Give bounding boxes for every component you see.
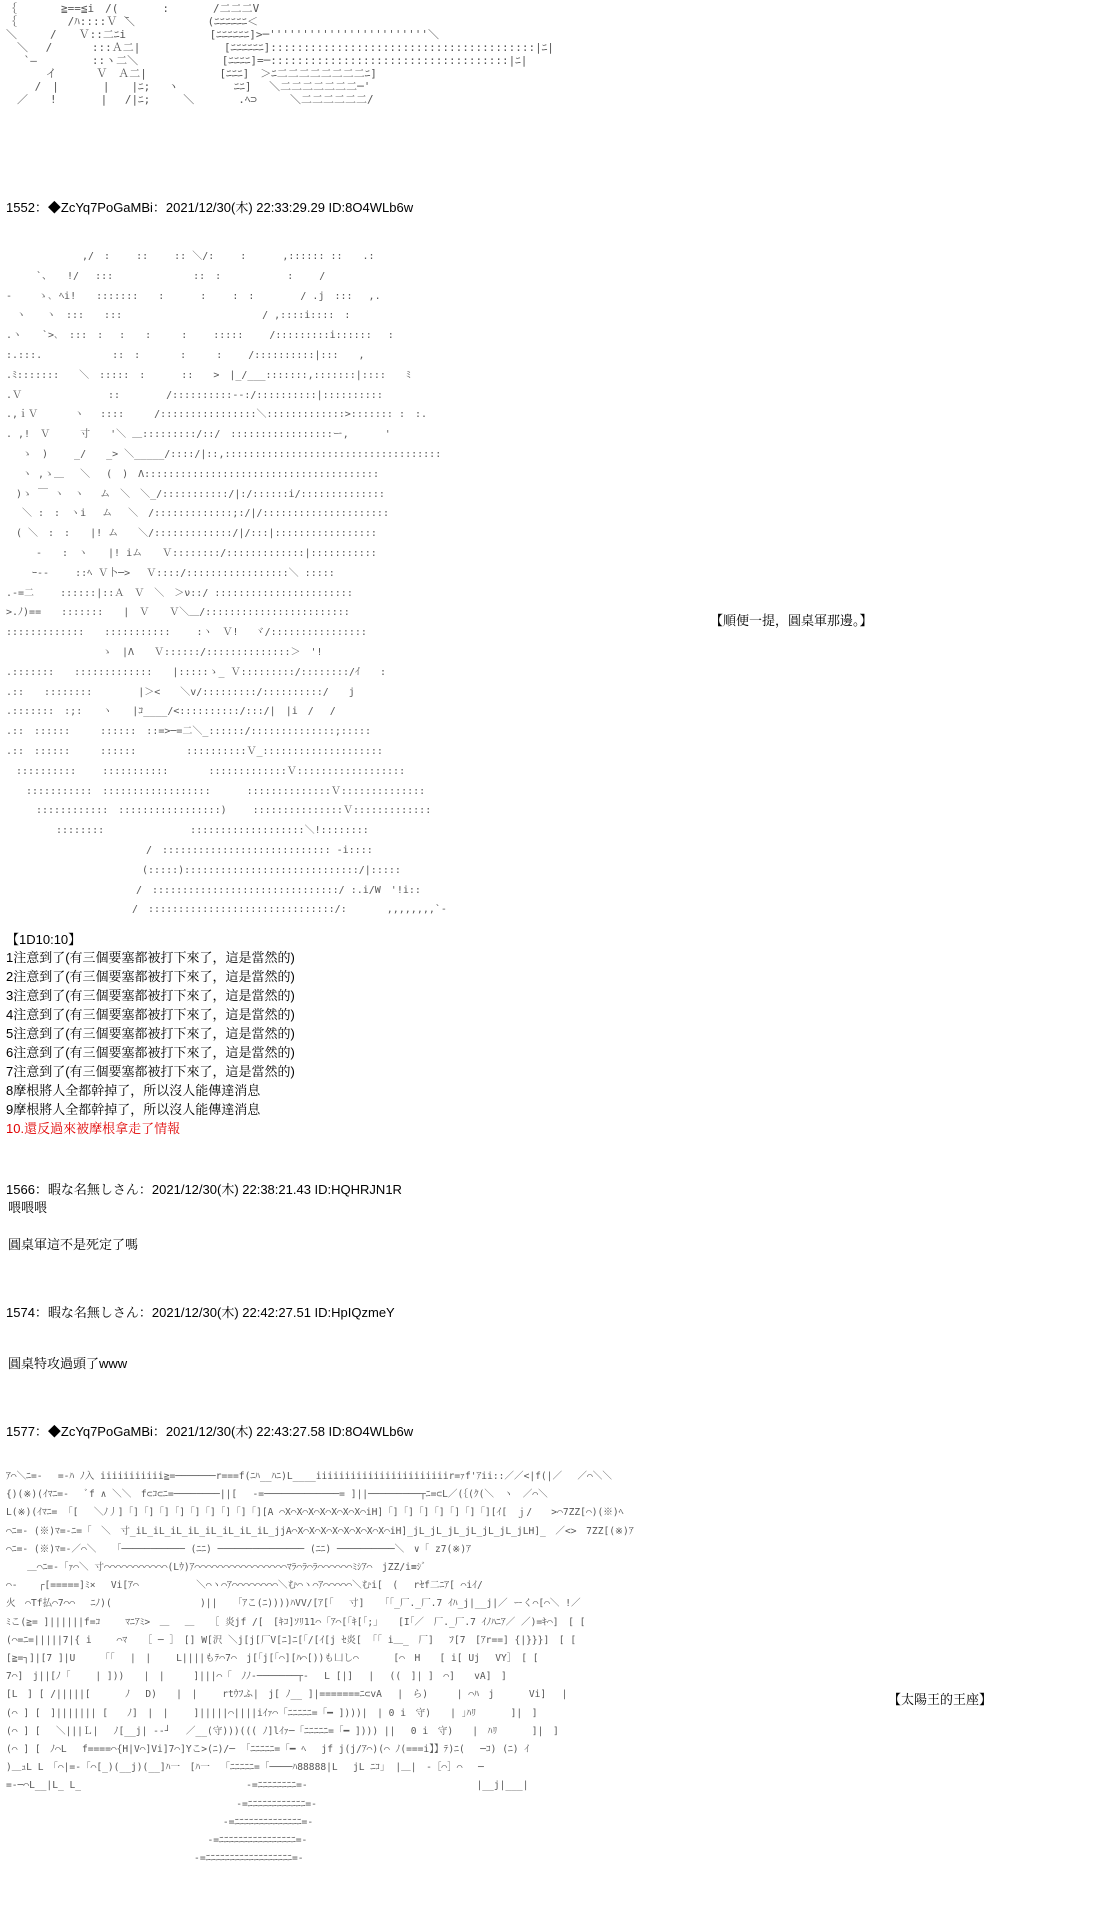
roll-option-10-highlight: 10.還反過來被摩根拿走了情報 bbox=[6, 1121, 181, 1136]
roll-option-9: 9摩根將人全都幹掉了，所以沒人能傳達消息 bbox=[6, 1102, 261, 1117]
ascii-art-sword-figure: ,/ : :: :: ＼/: : ,:::::: :: .: `、 !/ ::: :: : : / - ゝ､ ﾍi! ::::::: : : : : / .j ::: ,. ヽ ヽ ::: ::: / ,::::i:::: : .ヽ `>､ ::: : : : : ::::: /:::::::::i:::::: : :.:::. :: : : : /::::::::::|::: , .ﾐ::::::: ＼ ::::: : :: > |_/___:::::::,:::::::|:::: ﾐ .Ｖ :: /::::::::::--:/::::::::::|:::::::::: .,ｉＶ ヽ :::: /::::::::::::::::＼:::::::::::::>::::::: : :. . ,! Ｖ 寸 '＼ ＿:::::::::/::/ :::::::::::::::::ー, ' ゝ ) _/ _> ＼_____/::::/|::,:::::::::::::::::::::::::::::::::::: ヽ ,ゝ＿ ＼ ( ) Λ::::::::::::::::::::::::::::::::::::::: )ゝ ￣ ヽ ヽ ム ＼ ＼_/:::::::::::/|:/::::::i/:::::::::::::: ＼ : : ヽi ム ＼ /:::::::::::::;:/|/::::::::::::::::::::: ( ＼ : : |! ム ＼/:::::::::::::/|/:::|::::::::::::::::: - : ヽ |! iム Ｖ::::::::/:::::::::::::|::::::::::: ｰ-‐ ::ﾍ Ｖ卜─> Ｖ::::/:::::::::::::::::＼ ::::: .-=二 ::::::|::Ａ Ｖ ＼ ＞ν::/ ::::::::::::::::::::::: >.ﾉ)== ::::::: | Ｖ Ｖ＼＿/:::::::::::::::::::::::: ::::::::::::: ::::::::::: :ヽ Ｖ! ヾ/:::::::::::::::: ゝ |Λ Ｖ::::::/::::::::::::::＞ '! .::::::: ::::::::::::: |:::::ゝ_ Ｖ:::::::::/::::::::/ｲ : .:: :::::::: |＞< ＼v/:::::::::/::::::::::/ j .::::::: :;: ヽ |ｺ____/<::::::::::/:::/| |i / / .:: :::::: :::::: ::=>─=二＼_::::::/::::::::::::::;::::: .:: :::::: :::::: ::::::::::Ｖ_:::::::::::::::::::: :::::::::: ::::::::::: :::::::::::::Ｖ:::::::::::::::::: ::::::::::: :::::::::::::::::: ::::::::::::::Ｖ:::::::::::::: :::::::::::: :::::::::::::::::) :::::::::::::::Ｖ::::::::::::: :::::::: :::::::::::::::::::＼!:::::::: / :::::::::::::::::::::::::::: -i:::: (:::::):::::::::::::::::::::::::::::/|::::: / :::::::::::::::::::::::::::::::/ :.i/W '!i:: / :::::::::::::::::::::::::::::::/: ,,,,,,,,`- bbox=[6, 251, 447, 916]
post-1574-line-2: 圓桌特攻過頭了www bbox=[8, 1356, 128, 1371]
roll-title: 【1D10:10】 bbox=[6, 932, 82, 947]
roll-option-5: 5注意到了(有三個要塞都被打下來了，這是當然的) bbox=[6, 1026, 295, 1041]
post-header-1577: 1577：◆ZcYq7PoGaMBi：2021/12/30(木) 22:43:27.58 ID:8O4WLb6w bbox=[6, 1424, 414, 1439]
roll-option-7: 7注意到了(有三個要塞都被打下來了，這是當然的) bbox=[6, 1064, 295, 1079]
roll-option-4: 4注意到了(有三個要塞都被打下來了，這是當然的) bbox=[6, 1007, 295, 1022]
post-header-1574: 1574：暇な名無しさん：2021/12/30(木) 22:42:27.51 ID:HpIQzmeY bbox=[6, 1305, 395, 1320]
post-1566-line-1: 喂喂喂 bbox=[8, 1200, 48, 1215]
roll-option-1: 1注意到了(有三個要塞都被打下來了，這是當然的) bbox=[6, 950, 295, 965]
ascii-art-sun-king-throne: ｱ⌒＼ﾆ=- =-ﾊ ﾉ入 iiiiiiiiiii≧=───────r===f(ﾆﾊ__ﾊﾆ)L____iiiiiiiiiiiiiiiiiiiiiiir=ｧf'ｱii::／／<|f(|／ ／⌒＼＼ {)(※)(ｲﾏﾆ=- ﾞf ∧ ＼＼ f⊂ｺ⊂ﾆ=────────||[ -=─────────────= ]||─────────┬ﾆ=⊂L／(｛(ｸ(＼ ヽ ／⌒＼ L(※)(ｲﾏﾆ= 「[ ＼ﾉ丿]「]「]「]「]「]「]「]「]「][A ⌒X⌒X⌒X⌒X⌒X⌒X⌒X⌒iH]「]「]「]「]「]「]「][ｲ[ ｊ/ >⌒7ZZ[⌒)(※)ﾍ ⌒ﾆ=- (※)ﾏ=-ﾆ=「 ＼ 寸_iL_iL_iL_iL_iL_iL_iL_iL_jjA⌒X⌒X⌒X⌒X⌒X⌒X⌒X⌒X⌒iH]_jL_jL_jL_jL_jL_jL_jLH]_ ／<> 7ZZ[(※)ｱ ⌒ﾆ=- (※)ﾏ=-／⌒＼ 「─────────── (ﾆﾆ) ─────────────── (ﾆﾆ) ──────────＼ ∨「 z7(※)ｱ ＿⌒ﾆ=-「ｧ⌒＼ 寸⌒⌒⌒⌒⌒⌒⌒⌒⌒⌒⌒(Lｳ)ｱ⌒⌒⌒⌒⌒⌒⌒⌒⌒⌒⌒⌒⌒⌒⌒⌒ﾏﾗ⌒ﾗ⌒ﾗ⌒⌒⌒⌒⌒⌒ﾐｼｱ⌒ jZZ/i≡ｼﾞ ⌒- ┌[=====]ﾐ× Vi[ｱ⌒ ＼⌒ヽ⌒ｱ⌒⌒⌒⌒⌒⌒⌒⌒＼む⌒ヽ⌒ｱ⌒⌒⌒⌒⌒＼むi[ ( rｾf二ﾆｱ[ ⌒iｲ/ 火 ⌒Tf払⌒7⌒⌒ ﾆﾉ)( )|| 「ｱこ(ﾆ))))ﾊVV/[ｱ[「 寸] 「「_厂._厂.7 ｲﾊ_j|__j|／ ーく⌒[⌒＼ !／ ﾐこ(≧= ]||||||f=ｺ ﾏﾆｱﾐ> ＿ ＿ ［ 炎jf /[ [ｷｺ]ｿﾘ11⌒「ｱ⌒[「ｷ[「;」 [I｢／ 厂._厂.7 ｲﾉﾊﾆｱ／ ／)=ｷ⌒] [ [ (⌒=ﾆ=|||||7|{ i ⌒ﾏ ［ ─ ］ [] W[沢 ＼j[j[厂V[ﾆ]ﾆ[「/[ｲ[j ｾ炎[ 「「 i＿_ 厂] ﾌ[7 [ｱr==] {|}}}] [ [ [≧=┐]|[7 ]|U 「「 | | L||||もﾃ⌒7⌒ j[「j[「⌒][ﾊ⌒[))も凵し⌒ [⌒ H [ i[ Uj VY］ [ [ 7⌒] j||[ﾉ「 | ])) | | ]|||⌒「 ﾉﾉ-───────┬- L [|] | (( ]| ] ⌒] vA] ] [L ] [ /|||||[ ﾉ D) | | rtｳﾌふ| j[ ﾉ__ ]|=======ﾆ⊂vA | ら) | ⌒ﾊ j Vi] | (⌒ ] [ ]||||||| [ ﾉ] | | ]|||||⌒||||iｲｧ⌒「ﾆﾆﾆﾆﾆ=「━ ])))| | 0 i 守) | ｣ﾊﾘ ]| ] (⌒ ] [ ＼|||Ｌ| ﾉ[__j| ‐-┘ ／__(守)))((( ﾉ]lｲｧ─「ﾆﾆﾆﾆﾆ=「━ ]))) || 0 i 守) | ﾊﾘ ]| ] (⌒ ] [ ﾉ⌒L f====⌒{H|V⌒]Vi]7⌒]Yこ>(ﾆ)/─ 「ﾆﾆﾆﾆﾆ=「━ ﾍ jf j(j/ｱ⌒)(⌒ ﾉ(===i】】ﾃ)ﾆ( ─ｺ) (ﾆ) ｲ )＿ｭL L 「⌒|=-「⌒[_)(__j)(__]ﾊ一 [ﾊ一 「ﾆﾆﾆﾆﾆ=「────ﾊ88888|L jL ﾆｺ」 |＿| -［⌒］⌒ ─ =-─⌒L__|L_ L_ -=ﾆﾆﾆﾆﾆﾆﾆﾆ=- |__j|___| -=ﾆﾆﾆﾆﾆﾆﾆﾆﾆﾆﾆﾆ=- -=ﾆﾆﾆﾆﾆﾆﾆﾆﾆﾆﾆﾆﾆﾆ=- -=ﾆﾆﾆﾆﾆﾆﾆﾆﾆﾆﾆﾆﾆﾆﾆﾆ=- -=ﾆﾆﾆﾆﾆﾆﾆﾆﾆﾆﾆﾆﾆﾆﾆﾆﾆﾆ=- bbox=[6, 1471, 634, 1865]
ascii-art-top: ｛ ≧==≦i /( : /二二二V ｛ /ﾊ::::Ｖ ̄＼ (ﾆﾆﾆﾆﾆﾆ＜ ＼ / Ｖ::二ﾆi [ﾆﾆﾆﾆﾆﾆ]>─''''''''''''''''''''''''＼ ＼ / :::Ａ二| [ﾆﾆﾆﾆﾆﾆ]::::::::::::::::::::::::::::::::::::::::|ﾆ| `― ::ヽ二＼ [ﾆﾆﾆﾆ]=─::::::::::::::::::::::::::::::::::::|ﾆ| イ Ｖ Ａ二| [ﾆﾆﾆ] ＞ﾆ二二二二二二二二ﾆ] / | | |ﾆ; ヽ ﾆﾆ] ＼二二二二二二二─' ／ ! | /|ﾆ; ＼ .ﾍ⊃ ＼二二二二二二/ bbox=[6, 2, 554, 106]
aside-sun-king-throne: 【太陽王的王座】 bbox=[888, 1692, 993, 1707]
post-1566-line-3: 圓桌軍這不是死定了嗎 bbox=[8, 1237, 139, 1252]
post-header-1552: 1552：◆ZcYq7PoGaMBi：2021/12/30(木) 22:33:29.29 ID:8O4WLb6w bbox=[6, 200, 414, 215]
roll-option-8: 8摩根將人全都幹掉了，所以沒人能傳達消息 bbox=[6, 1083, 261, 1098]
post-header-1566: 1566：暇な名無しさん：2021/12/30(木) 22:38:21.43 ID:HQHRJN1R bbox=[6, 1182, 402, 1197]
aside-round-table-note: 【順便一提，圓桌軍那邊。】 bbox=[710, 613, 873, 628]
roll-option-2: 2注意到了(有三個要塞都被打下來了，這是當然的) bbox=[6, 969, 295, 984]
roll-option-3: 3注意到了(有三個要塞都被打下來了，這是當然的) bbox=[6, 988, 295, 1003]
roll-option-6: 6注意到了(有三個要塞都被打下來了，這是當然的) bbox=[6, 1045, 295, 1060]
